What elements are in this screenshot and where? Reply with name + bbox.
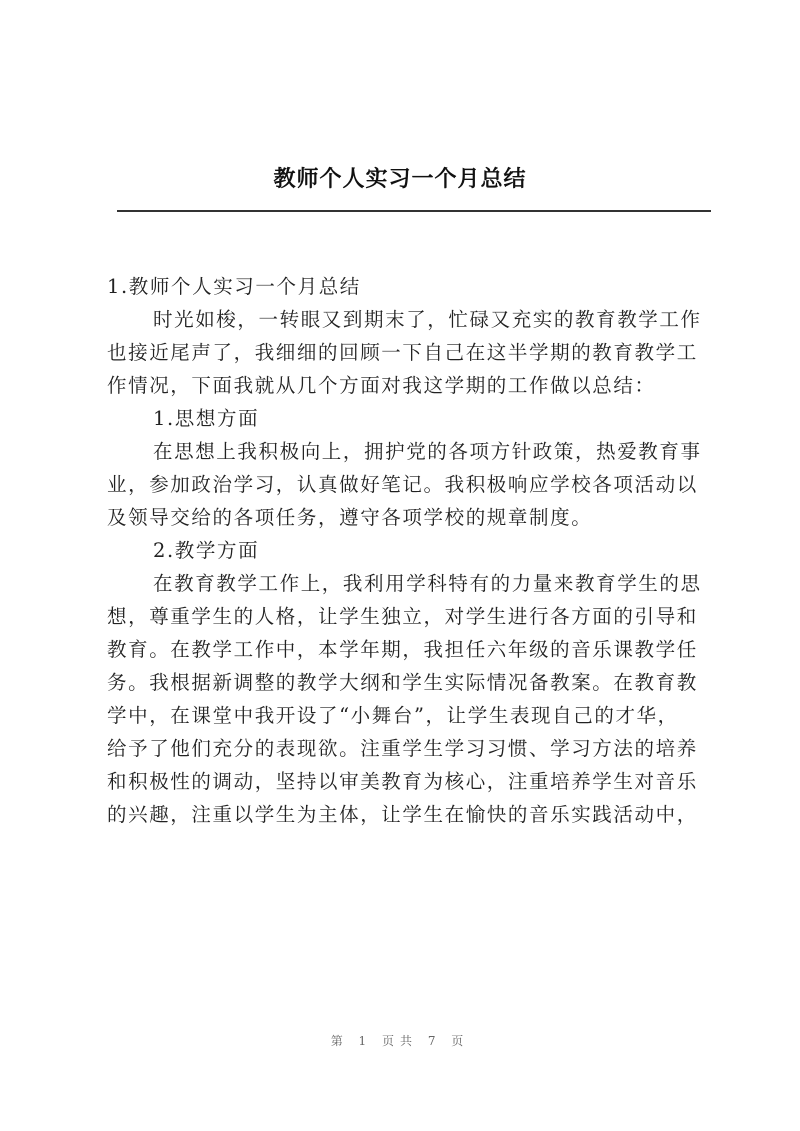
title-divider	[117, 210, 711, 212]
subsection-heading: 2.教学方面	[153, 539, 260, 562]
document-title: 教师个人实习一个月总结	[273, 166, 527, 192]
paragraph-line: 教育。在教学工作中，本学年期，我担任六年级的音乐课教学任	[107, 638, 698, 661]
paragraph-line: 及领导交给的各项任务，遵守各项学校的规章制度。	[107, 506, 593, 529]
subsection-heading: 1.思想方面	[153, 407, 260, 430]
paragraph-line: 时光如梭，一转眼又到期末了，忙碌又充实的教育教学工作	[153, 308, 702, 331]
paragraph-line: 也接近尾声了，我细细的回顾一下自己在这半学期的教育教学工	[107, 341, 698, 364]
page-number-footer: 第 1 页共 7 页	[330, 1034, 470, 1048]
paragraph-line: 务。我根据新调整的教学大纲和学生实际情况备教案。在教育教	[107, 671, 698, 694]
section-heading: 1.教师个人实习一个月总结	[107, 275, 361, 298]
paragraph-line: 学中，在课堂中我开设了“小舞台”，让学生表现自己的才华，	[107, 704, 679, 727]
paragraph-line: 业，参加政治学习，认真做好笔记。我积极响应学校各项活动以	[107, 473, 698, 496]
document-body	[107, 270, 710, 831]
paragraph-line: 在思想上我积极向上，拥护党的各项方针政策，热爱教育事	[153, 440, 702, 463]
paragraph-line: 的兴趣，注重以学生为主体，让学生在愉快的音乐实践活动中，	[107, 803, 698, 826]
paragraph-line: 作情况，下面我就从几个方面对我这学期的工作做以总结：	[107, 374, 656, 397]
paragraph-line: 和积极性的调动，坚持以审美教育为核心，注重培养学生对音乐	[107, 770, 698, 793]
paragraph-line: 给予了他们充分的表现欲。注重学生学习习惯、学习方法的培养	[107, 737, 698, 760]
paragraph-line: 想，尊重学生的人格，让学生独立，对学生进行各方面的引导和	[107, 605, 698, 628]
paragraph-line: 在教育教学工作上，我利用学科特有的力量来教育学生的思	[153, 572, 702, 595]
